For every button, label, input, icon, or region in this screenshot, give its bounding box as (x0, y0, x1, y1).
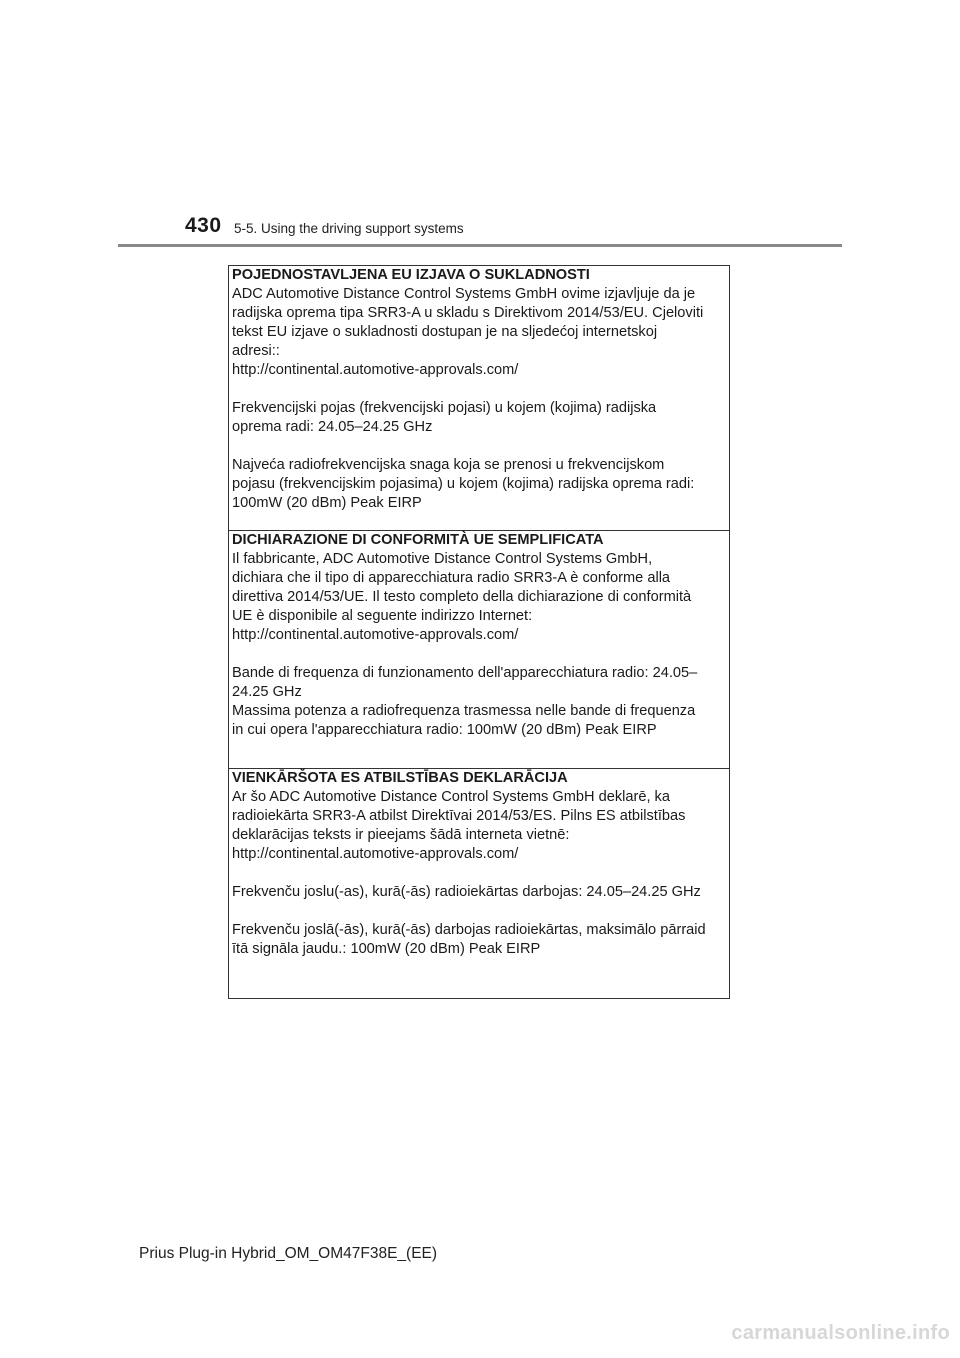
declaration-latvian (229, 769, 729, 1000)
watermark: carmanualsonline.info (731, 1322, 950, 1344)
declaration-croatian (229, 266, 729, 531)
paragraph-gap (232, 902, 726, 921)
declaration-line: radioiekārta SRR3-A atbilst Direktīvai 2014/53/ES. Pilns ES atbilstības (232, 808, 686, 824)
declaration-line: ītā signāla jaudu.: 100mW (20 dBm) Peak EIRP (232, 941, 541, 957)
declaration-line: Il fabbricante, ADC Automotive Distance Control Systems GmbH, (232, 551, 653, 567)
paragraph-gap (232, 645, 726, 664)
declaration-url[interactable]: http://continental.automotive-approvals.com/ (232, 846, 519, 862)
declaration-title: DICHIARAZIONE DI CONFORMITÀ UE SEMPLIFICATA (232, 532, 604, 548)
header-divider (118, 244, 842, 247)
declaration-line: Najveća radiofrekvencijska snaga koja se prenosi u frekvencijskom (232, 457, 665, 473)
paragraph-gap (232, 437, 726, 456)
footer-document-id: Prius Plug-in Hybrid_OM_OM47F38E_(EE) (139, 1245, 438, 1262)
declaration-url[interactable]: http://continental.automotive-approvals.com/ (232, 362, 519, 378)
declaration-line: radijska oprema tipa SRR3-A u skladu s Direktivom 2014/53/EU. Cjeloviti (232, 305, 704, 321)
page-number: 430 (185, 214, 222, 237)
declaration-line: tekst EU izjave o sukladnosti dostupan je na sljedećoj internetskoj (232, 324, 658, 340)
paragraph-gap (232, 380, 726, 399)
declaration-line: ADC Automotive Distance Control Systems GmbH ovime izjavljuje da je (232, 286, 696, 302)
declaration-line: pojasu (frekvencijskim pojasima) u kojem (kojima) radijska oprema radi: (232, 476, 695, 492)
declaration-line: Massima potenza a radiofrequenza trasmessa nelle bande di frequenza (232, 703, 696, 719)
declaration-italian (229, 531, 729, 769)
declaration-url[interactable]: http://continental.automotive-approvals.com/ (232, 627, 519, 643)
declaration-line: adresi:: (232, 343, 280, 359)
declaration-title: VIENKĀRŠOTA ES ATBILSTĪBAS DEKLARĀCIJA (232, 770, 568, 786)
declaration-line: Bande di frequenza di funzionamento dell'apparecchiatura radio: 24.05– (232, 665, 698, 681)
declaration-line: 24.25 GHz (232, 684, 302, 700)
declaration-line: Frekvencijski pojas (frekvencijski pojasi) u kojem (kojima) radijska (232, 400, 657, 416)
declaration-title: POJEDNOSTAVLJENA EU IZJAVA O SUKLADNOSTI (232, 267, 590, 283)
declaration-line: Ar šo ADC Automotive Distance Control Systems GmbH deklarē, ka (232, 789, 670, 805)
section-title: 5-5. Using the driving support systems (234, 221, 464, 236)
declaration-line: Frekvenču joslu(-as), kurā(-ās) radioiekārtas darbojas: 24.05–24.25 GHz (232, 884, 701, 900)
declaration-line: oprema radi: 24.05–24.25 GHz (232, 419, 433, 435)
declaration-line: deklarācijas teksts ir pieejams šādā interneta vietnē: (232, 827, 570, 843)
declaration-line: in cui opera l'apparecchiatura radio: 100mW (20 dBm) Peak EIRP (232, 722, 657, 738)
declaration-line: dichiara che il tipo di apparecchiatura radio SRR3-A è conforme alla (232, 570, 671, 586)
declaration-line: Frekvenču joslā(-ās), kurā(-ās) darbojas radioiekārtas, maksimālo pārraid (232, 922, 706, 938)
declaration-line: direttiva 2014/53/UE. Il testo completo della dichiarazione di conformità (232, 589, 692, 605)
declaration-line: 100mW (20 dBm) Peak EIRP (232, 495, 422, 511)
declarations-box (228, 265, 730, 999)
paragraph-gap (232, 864, 726, 883)
declaration-line: UE è disponibile al seguente indirizzo Internet: (232, 608, 533, 624)
